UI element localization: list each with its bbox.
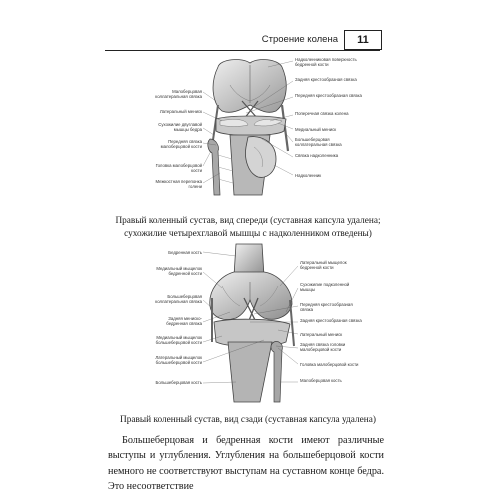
- label-biceps-tendon: Сухожилие двуглавой мышцы бедра: [158, 122, 202, 132]
- body-paragraph: Большеберцовая и бедренная кости имеют различные выступы и углубления. Углубления на большеберцовой кости немного не соответствуют выступам на суставном конце бедра. Это несоответствие: [108, 435, 384, 493]
- label-lateral-tibial-condyle: Латеральный мыщелок большеберцовой кости: [155, 355, 202, 365]
- label-fibula-head: Головка малоберцовой кости: [300, 362, 359, 367]
- label-posterior-meniscofemoral-ligament: Задняя мениско-бедренная связка: [166, 316, 202, 326]
- label-posterior-cruciate-ligament: Задняя крестообразная связка: [295, 77, 357, 82]
- label-anterior-fibular-ligament: Передняя связка малоберцовой кости: [160, 139, 202, 149]
- figure2-caption: Правый коленный сустав, вид сзади (суставная капсула удалена): [120, 415, 376, 425]
- label-transverse-ligament: Поперечная связка колена: [295, 111, 349, 116]
- label-posterior-fibular-head-ligament: Задняя связка головки малоберцовой кости: [300, 342, 346, 352]
- running-header: [105, 30, 380, 51]
- label-medial-femoral-condyle: Медиальный мыщелок бедренной кости: [156, 266, 202, 276]
- figure-knee-front: [150, 55, 365, 203]
- label-tibial-collateral-ligament: Большеберцовая коллатеральная связка: [155, 294, 202, 304]
- label-fibula: Малоберцовая кость: [300, 378, 342, 383]
- label-interosseous-membrane: Межкостная перепонка голени: [155, 179, 202, 189]
- label-popliteus-tendon: Сухожилие подколенной мышцы: [300, 282, 350, 292]
- label-femur: Бедренная кость: [168, 250, 202, 255]
- label-tibial-collateral-ligament: Большеберцовая коллатеральная связка: [295, 137, 342, 147]
- label-posterior-cruciate-ligament: Задняя крестообразная связка: [300, 318, 362, 323]
- label-lateral-meniscus: Латеральный мениск: [159, 109, 202, 114]
- figure-knee-back: [150, 242, 365, 404]
- label-lateral-meniscus: Латеральный мениск: [300, 332, 343, 337]
- label-patella: Надколенник: [295, 173, 322, 178]
- label-tibia: Большеберцовая кость: [155, 380, 202, 385]
- label-anterior-cruciate-ligament: Передняя крестообразная связка: [300, 302, 353, 312]
- label-medial-tibial-condyle: Медиальный мыщелок большеберцовой кости: [155, 335, 202, 345]
- figure1-caption: Правый коленный сустав, вид спереди (суставная капсула удалена; сухожилие четырехглавой мышцы с надколенником отведены): [115, 216, 381, 239]
- label-fibular-collateral-ligament: Малоберцовая коллатеральная связка: [155, 89, 202, 99]
- label-medial-meniscus: Медиальный мениск: [295, 127, 337, 132]
- section-title: Строение колена: [261, 34, 338, 45]
- label-lateral-femoral-condyle: Латеральный мыщелок бедренной кости: [300, 260, 347, 270]
- page-number: 11: [344, 30, 382, 50]
- label-patellar-ligament: Связка надколенника: [295, 153, 339, 158]
- label-anterior-cruciate-ligament: Передняя крестообразная связка: [295, 93, 362, 98]
- label-patellar-surface: Надколенниковая поверхность бедренной кости: [295, 57, 357, 67]
- label-fibula-head: Головка малоберцовой кости: [155, 163, 202, 173]
